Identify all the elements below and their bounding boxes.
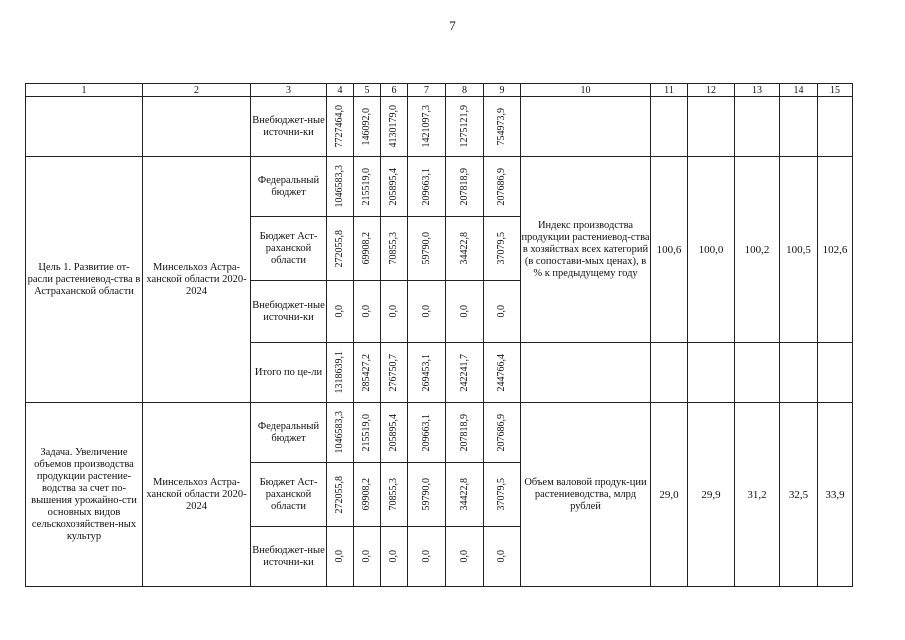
indicator-cell-empty <box>521 97 651 157</box>
funding-source: Внебюджет-ные источни-ки <box>251 97 327 157</box>
funding-value: 1318639,1 <box>334 351 345 394</box>
value-cell <box>446 463 484 527</box>
funding-value: 0,0 <box>334 550 345 563</box>
value-cell <box>354 217 381 281</box>
funding-source: Итого по це-ли <box>251 343 327 403</box>
executor-cell: Минсельхоз Астра-ханской области 2020-2024 <box>143 403 251 587</box>
funding-value: 269453,1 <box>420 353 432 392</box>
value-cell <box>327 403 354 463</box>
target-value: 29,9 <box>688 403 735 587</box>
col-header: 4 <box>327 84 354 97</box>
value-cell <box>381 527 408 587</box>
value-cell <box>408 527 446 587</box>
col-header: 7 <box>408 84 446 97</box>
value-cell <box>354 463 381 527</box>
funding-value: 207686,9 <box>496 167 507 206</box>
target-value: 29,0 <box>651 403 688 587</box>
funding-source: Бюджет Аст-раханской области <box>251 217 327 281</box>
indicator-cell: Индекс производства продукции растениевод-ства в хозяйствах всех категорий (в сопостави-мых ценах), в % к предыдущему году <box>521 157 651 343</box>
value-cell <box>484 217 521 281</box>
funding-value: 70855,3 <box>388 232 399 265</box>
value-cell <box>408 463 446 527</box>
funding-value: 242241,7 <box>458 353 470 392</box>
funding-value: 70855,3 <box>388 478 399 511</box>
funding-value: 215519,0 <box>361 167 372 206</box>
col-header: 8 <box>446 84 484 97</box>
value-cell <box>484 97 521 157</box>
funding-value: 207818,9 <box>458 413 470 452</box>
funding-value: 0,0 <box>496 305 507 318</box>
funding-source: Бюджет Аст-раханской области <box>251 463 327 527</box>
funding-value: 37079,5 <box>496 232 507 265</box>
funding-value: 0,0 <box>458 550 470 563</box>
value-cell <box>381 217 408 281</box>
col-header: 12 <box>688 84 735 97</box>
funding-value: 205895,4 <box>388 413 399 452</box>
value-cell <box>327 97 354 157</box>
value-cell <box>408 217 446 281</box>
goal-cell: Цель 1. Развитие от-расли растениевод-ства в Астраханской области <box>26 157 143 403</box>
funding-value: 4130179,0 <box>388 105 399 148</box>
funding-value: 59790,0 <box>420 478 432 511</box>
funding-source: Внебюджет-ные источни-ки <box>251 527 327 587</box>
col-header: 5 <box>354 84 381 97</box>
value-cell <box>484 157 521 217</box>
page-number: 7 <box>449 18 456 33</box>
task-cell: Задача. Увеличение объемов производства продукции растение-водства за счет по-вышения урожайно-сти основных видов сельскохозяйствен-ных культур <box>26 403 143 587</box>
funding-value: 0,0 <box>361 550 372 563</box>
target-value: 102,6 <box>818 157 853 343</box>
indicator-cell: Объем валовой продук-ции растениеводства, млрд рублей <box>521 403 651 587</box>
program-table <box>25 83 853 587</box>
value-cell <box>354 343 381 403</box>
funding-source: Федеральный бюджет <box>251 157 327 217</box>
executor-cell-empty <box>143 97 251 157</box>
value-cell <box>327 217 354 281</box>
value-cell <box>446 343 484 403</box>
value-cell <box>381 157 408 217</box>
funding-value: 1421097,3 <box>420 105 432 148</box>
value-cell <box>354 97 381 157</box>
funding-value: 0,0 <box>496 550 507 563</box>
funding-value: 146092,0 <box>361 107 372 146</box>
funding-value: 244766,4 <box>496 353 507 392</box>
col-header: 1 <box>26 84 143 97</box>
funding-value: 205895,4 <box>388 167 399 206</box>
value-cell <box>446 157 484 217</box>
value-cell <box>354 281 381 343</box>
funding-value: 59790,0 <box>420 232 432 265</box>
col-header: 14 <box>780 84 818 97</box>
funding-value: 1275121,9 <box>458 105 470 148</box>
value-cell <box>327 281 354 343</box>
funding-source: Внебюджет-ные источни-ки <box>251 281 327 343</box>
target-value: 32,5 <box>780 403 818 587</box>
value-cell <box>484 403 521 463</box>
value-cell <box>354 157 381 217</box>
funding-value: 0,0 <box>420 550 432 563</box>
value-cell <box>446 281 484 343</box>
value-cell <box>408 281 446 343</box>
value-cell <box>327 343 354 403</box>
col-header: 10 <box>521 84 651 97</box>
funding-value: 34422,8 <box>458 232 470 265</box>
col-header: 11 <box>651 84 688 97</box>
funding-value: 209663,1 <box>420 413 432 452</box>
target-value: 100,6 <box>651 157 688 343</box>
value-cell <box>484 527 521 587</box>
funding-value: 209663,1 <box>420 167 432 206</box>
funding-value: 276750,7 <box>388 353 399 392</box>
value-cell <box>327 157 354 217</box>
value-cell <box>408 97 446 157</box>
target-value: 100,2 <box>735 157 780 343</box>
value-cell <box>446 217 484 281</box>
table-row <box>26 403 853 463</box>
funding-value: 285427,2 <box>361 353 372 392</box>
value-cell <box>446 527 484 587</box>
col-header: 13 <box>735 84 780 97</box>
funding-value: 272055,8 <box>334 475 345 514</box>
funding-value: 37079,5 <box>496 478 507 511</box>
funding-value: 69908,2 <box>361 478 372 511</box>
target-value: 33,9 <box>818 403 853 587</box>
goal-cell-empty <box>26 97 143 157</box>
funding-value: 1046583,3 <box>334 411 345 454</box>
value-cell <box>354 403 381 463</box>
target-value: 100,0 <box>688 157 735 343</box>
funding-value: 272055,8 <box>334 229 345 268</box>
table-row <box>26 157 853 217</box>
table-row <box>26 97 853 157</box>
value-cell <box>446 403 484 463</box>
col-header: 9 <box>484 84 521 97</box>
funding-value: 0,0 <box>361 305 372 318</box>
col-header: 2 <box>143 84 251 97</box>
funding-value: 0,0 <box>388 305 399 318</box>
indicator-cell-empty <box>521 343 651 403</box>
funding-value: 69908,2 <box>361 232 372 265</box>
funding-value: 1046583,3 <box>334 165 345 208</box>
value-cell <box>381 463 408 527</box>
value-cell <box>354 527 381 587</box>
funding-value: 207686,9 <box>496 413 507 452</box>
executor-cell: Минсельхоз Астра-ханской области 2020-2024 <box>143 157 251 403</box>
funding-value: 0,0 <box>334 305 345 318</box>
target-value: 31,2 <box>735 403 780 587</box>
value-cell <box>381 403 408 463</box>
funding-value: 754973,9 <box>496 107 507 146</box>
funding-value: 34422,8 <box>458 478 470 511</box>
funding-value: 0,0 <box>420 305 432 318</box>
col-header: 6 <box>381 84 408 97</box>
value-cell <box>446 97 484 157</box>
value-cell <box>484 343 521 403</box>
funding-source: Федеральный бюджет <box>251 403 327 463</box>
funding-value: 207818,9 <box>458 167 470 206</box>
col-header: 15 <box>818 84 853 97</box>
value-cell <box>408 403 446 463</box>
value-cell <box>484 281 521 343</box>
funding-value: 215519,0 <box>361 413 372 452</box>
col-header: 3 <box>251 84 327 97</box>
value-cell <box>327 463 354 527</box>
value-cell <box>484 463 521 527</box>
value-cell <box>381 343 408 403</box>
funding-value: 0,0 <box>388 550 399 563</box>
value-cell <box>327 527 354 587</box>
value-cell <box>381 97 408 157</box>
value-cell <box>381 281 408 343</box>
value-cell <box>408 157 446 217</box>
funding-value: 7727464,0 <box>334 105 345 148</box>
funding-value: 0,0 <box>458 305 470 318</box>
header-row <box>26 84 853 97</box>
target-value: 100,5 <box>780 157 818 343</box>
value-cell <box>408 343 446 403</box>
